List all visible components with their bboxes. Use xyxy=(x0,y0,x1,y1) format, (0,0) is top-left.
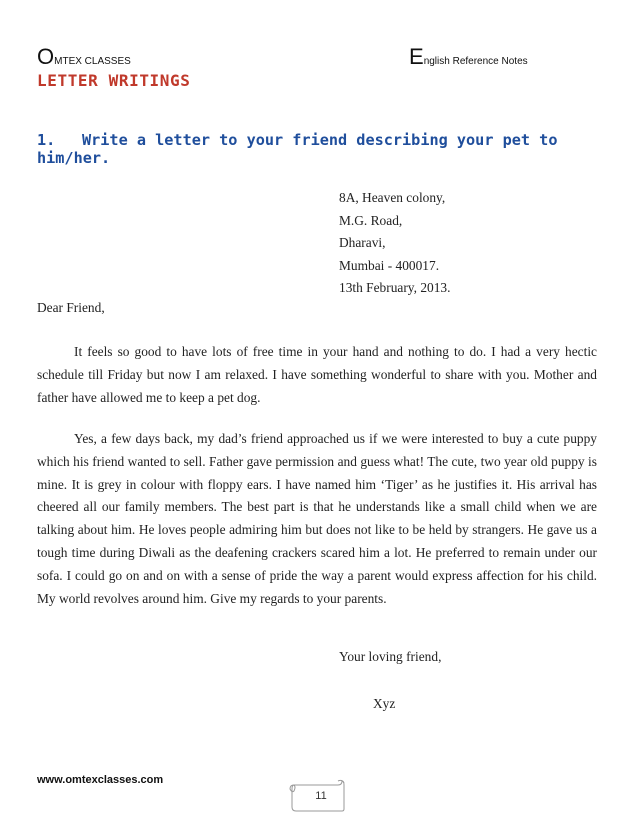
address-line: Mumbai - 400017. xyxy=(339,257,440,273)
question-text: Write a letter to your friend describing your pet to him/her. xyxy=(37,131,558,167)
letter-date: 13th February, 2013. xyxy=(339,280,451,296)
address-line: 8A, Heaven colony, xyxy=(339,190,446,205)
section-title: LETTER WRITINGS xyxy=(37,71,191,90)
letter-paragraph: It feels so good to have lots of free time in your hand and nothing to do. I had a very hectic schedule till Friday but now I am relaxed. I have something wonderful to share with you. Mother and father have allowed me to keep a pet dog. xyxy=(37,344,597,405)
header-left-initial: O xyxy=(37,44,55,69)
question-heading xyxy=(37,131,638,167)
address-line: M.G. Road, xyxy=(339,212,403,228)
address-line: Dharavi, xyxy=(339,235,386,251)
sender-address xyxy=(339,187,450,300)
header-left-title xyxy=(37,46,131,73)
header-left-rest: MTEX CLASSES xyxy=(54,56,131,67)
question-number: 1. xyxy=(37,131,56,149)
signature: Xyz xyxy=(373,696,396,711)
header-right-title xyxy=(409,46,528,73)
letter-paragraph: Yes, a few days back, my dad’s friend approached us if we were interested to buy a cute puppy which his friend wanted to sell. Father gave permission and guess what! The cute, two year old puppy is mine. It is grey in colour with floppy ears. I have named him ‘Tiger’ as he justifies it. His arrival has cheered all our family members. The best part is that he understands like a small child when we are talking about him. He loves people admiring him but does not like to be held by strangers. He gave us a tough time during Diwali as the deafening crackers scared him a lot. He preferred to remain under our sofa. I could go on and on with a sense of pride the way a parent would express affection for his child. My world revolves around him. Give my regards to your parents. xyxy=(37,431,597,606)
salutation: Dear Friend, xyxy=(37,300,105,315)
closing: Your loving friend, xyxy=(339,649,442,664)
page-number: 11 xyxy=(315,790,327,802)
footer-url: www.omtexclasses.com xyxy=(37,774,164,786)
header-right-initial: E xyxy=(409,44,424,69)
header-right-rest: nglish Reference Notes xyxy=(423,56,528,67)
